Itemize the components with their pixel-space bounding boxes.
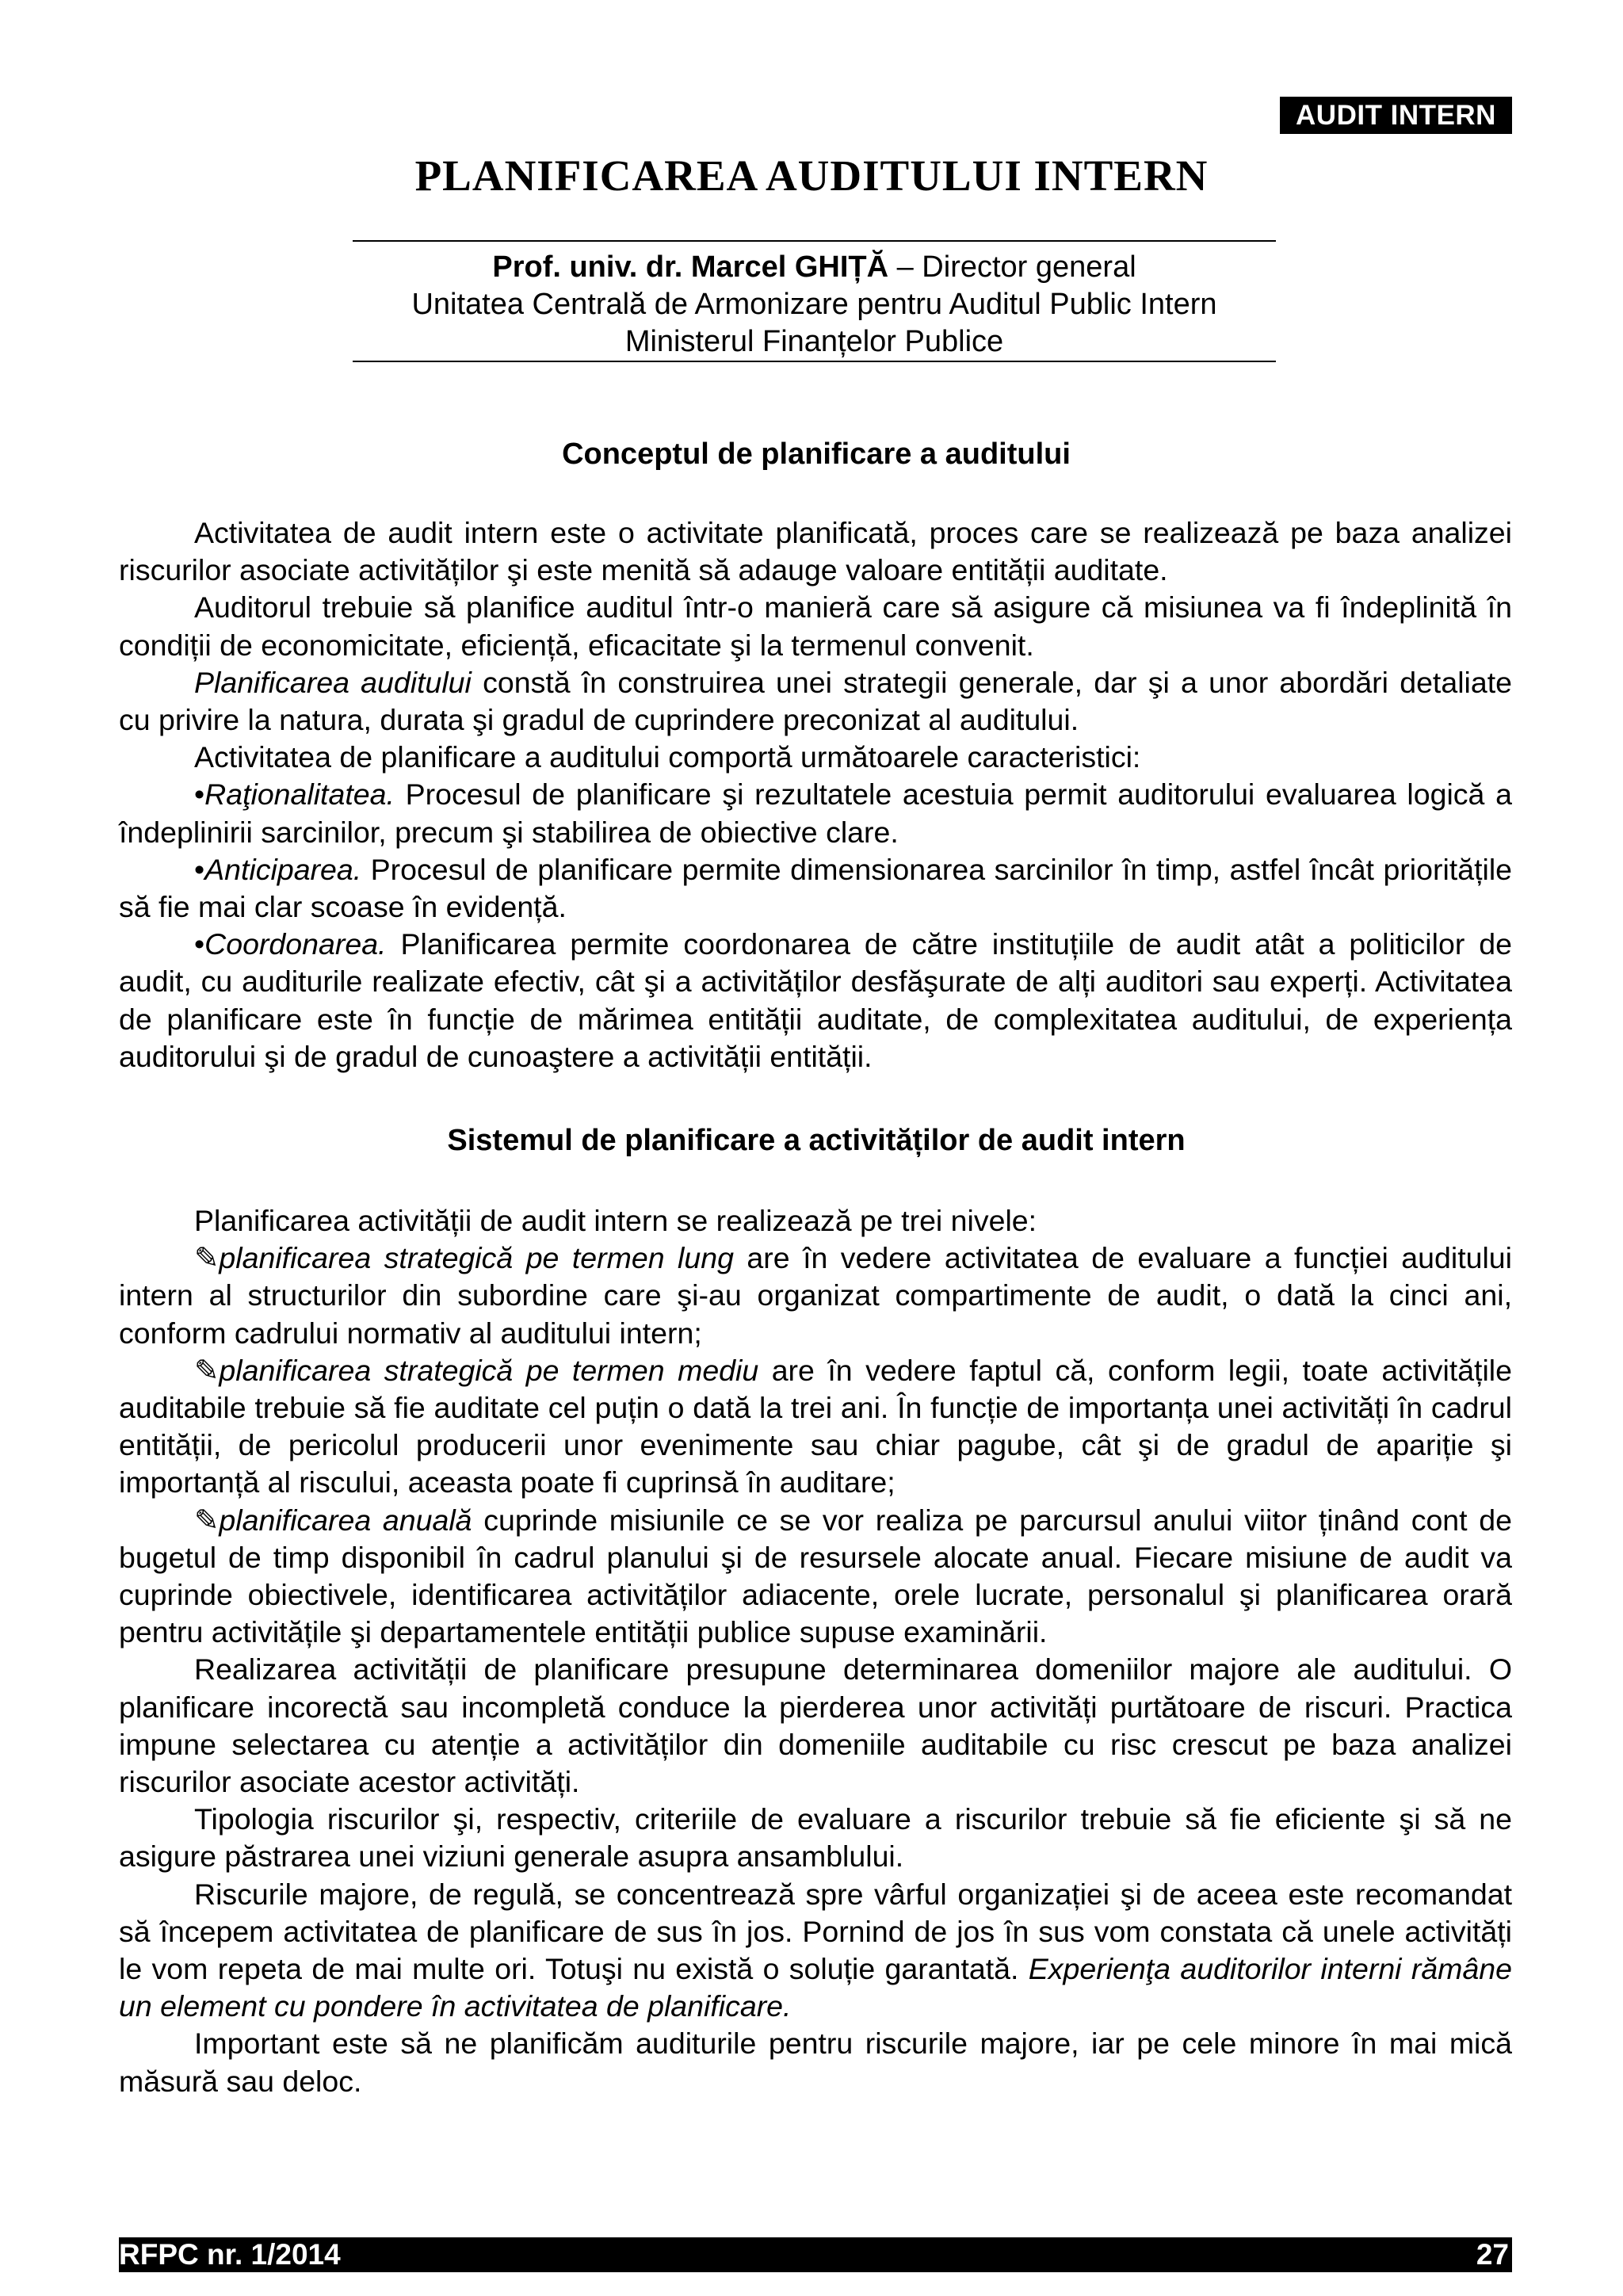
list-item-text: cuprinde misiunile ce se vor realiza pe parcursul anului viitor ținând cont de bugetul de timp disponibil în cadrul planului şi de resursele alocate anual. Fiecare misiune de audit va cuprinde obiectivele, identificarea activităților adiacente, orele lucrate, personalul şi planificarea orară pentru activitățile şi departamentele entității publice supuse examinării. bbox=[119, 1503, 1512, 1649]
list-item bbox=[119, 1240, 1512, 1352]
bullet-title: Anticiparea. bbox=[204, 852, 362, 886]
bullet-text: Procesul de planificare şi rezultatele acestuia permit auditorului evaluarea logică a îndeplinirii sarcinilor, precum şi stabilirea de obiective clare. bbox=[119, 777, 1512, 849]
page-footer bbox=[119, 2237, 1512, 2272]
list-item-text: are în vedere activitatea de evaluare a funcției auditului intern al structurilor din subordine care şi-au organizat compartimente de audit, o dată la cinci ani, conform cadrului normativ al auditului intern; bbox=[119, 1241, 1512, 1350]
section2-heading: Sistemul de planificare a activităților de audit intern bbox=[447, 1124, 1186, 1157]
paragraph-text: Riscurile majore, de regulă, se concentrează spre vârful organizației şi de aceea este recomandat să începem activitatea de planificare de sus în jos. Pornind de jos în sus vom constata că unele activități le vom repeta de mai multe ori. Totuşi nu există o soluție garantată. bbox=[119, 1877, 1512, 1986]
author-line bbox=[353, 249, 1276, 286]
bullet-icon: • bbox=[194, 927, 205, 961]
pencil-arrow-icon: ✎ bbox=[194, 1353, 220, 1387]
section2-body bbox=[119, 1202, 1512, 2100]
list-item-text: are în vedere faptul că, conform legii, toate activitățile auditabile trebuie să fie auditate cel puțin o dată la trei ani. În funcție de importanța unei activități în cadrul entității, de pericolul producerii unor evenimente sau chiar pagube, cât şi de gradul de apariție şi importanță al riscului, aceasta poate fi cuprinsă în auditare; bbox=[119, 1353, 1512, 1499]
section1-body bbox=[119, 514, 1512, 1075]
paragraph bbox=[119, 1876, 1512, 2026]
journal-reference: RFPC nr. 1/2014 bbox=[119, 2238, 341, 2271]
emphasis: Experienţa auditorilor interni rămâne un element cu pondere în activitatea de planificare. bbox=[119, 1952, 1512, 2023]
pencil-arrow-icon: ✎ bbox=[194, 1503, 220, 1537]
bullet-icon: • bbox=[194, 777, 205, 812]
page-number: 27 bbox=[1476, 2238, 1509, 2271]
section1-heading: Conceptul de planificare a auditului bbox=[562, 437, 1071, 471]
bullet-icon: • bbox=[194, 852, 205, 886]
list-item-title: planificarea strategică pe termen lung bbox=[219, 1241, 734, 1275]
paragraph bbox=[119, 664, 1512, 739]
bullet-text: Procesul de planificare permite dimensionarea sarcinilor în timp, astfel încât prioritățile să fie mai clar scoase în evidență. bbox=[119, 852, 1512, 924]
author-ministry: Ministerul Finanțelor Publice bbox=[624, 325, 1004, 358]
list-item-title: planificarea anuală bbox=[219, 1503, 472, 1537]
bullet-text: Planificarea permite coordonarea de către instituțiile de audit atât a politicilor de audit, cu auditurile realizate efectiv, cât şi a activităților desfăşurate de alți auditori sau experți. Activitatea de planificare este în funcție de mărimea entității auditate, de complexitatea auditului, de experiența auditorului şi de gradul de cunoaştere a activității entității. bbox=[119, 927, 1512, 1073]
paragraph: Tipologia riscurilor şi, respectiv, criteriile de evaluare a riscurilor trebuie să fie eficiente şi să ne asigure păstrarea unei viziuni generale asupra ansamblului. bbox=[119, 1802, 1512, 1874]
article-title: PLANIFICAREA AUDITULUI INTERN bbox=[414, 151, 1209, 200]
paragraph: Auditorul trebuie să planifice auditul într-o manieră care să asigure că misiunea va fi îndeplinită în condiții de economicitate, eficiență, eficacitate şi la termenul convenit. bbox=[119, 590, 1512, 662]
paragraph: Important este să ne planificăm auditurile pentru riscurile majore, iar pe cele minore în mai mică măsură sau deloc. bbox=[119, 2027, 1512, 2098]
paragraph-text: constă în construirea unei strategii generale, dar şi a unor abordări detaliate cu privire la natura, durata şi gradul de cuprindere preconizat al auditului. bbox=[119, 665, 1513, 737]
author-name: Prof. univ. dr. Marcel GHIȚĂ bbox=[492, 250, 889, 284]
list-item bbox=[119, 1502, 1512, 1652]
author-box bbox=[353, 240, 1276, 362]
bullet-title: Coordonarea. bbox=[204, 927, 387, 961]
paragraph: Realizarea activității de planificare presupune determinarea domeniilor majore ale auditului. O planificare incorectă sau incompletă conduce la pierderea unor activități purtătoare de riscuri. Practica impune selectarea cu atenție a activităților din domeniile auditabile cu risc crescut pe baza analizei riscurilor asociate acestor activități. bbox=[119, 1652, 1512, 1799]
paragraph: Activitatea de audit intern este o activitate planificată, proces care se realizează pe baza analizei riscurilor asociate activităților şi este menită să adauge valoare entității auditate. bbox=[119, 516, 1512, 587]
paragraph: Planificarea activității de audit intern se realizează pe trei nivele: bbox=[194, 1204, 1037, 1237]
section-tag: AUDIT INTERN bbox=[1280, 97, 1512, 134]
bullet-item bbox=[119, 926, 1512, 1075]
bullet-item bbox=[119, 776, 1512, 850]
paragraph: Activitatea de planificare a auditului comportă următoarele caracteristici: bbox=[194, 740, 1141, 774]
bullet-title: Raţionalitatea. bbox=[204, 777, 395, 812]
author-role: – Director general bbox=[888, 250, 1136, 284]
pencil-arrow-icon: ✎ bbox=[194, 1241, 220, 1275]
bullet-item bbox=[119, 851, 1512, 926]
list-item bbox=[119, 1352, 1512, 1502]
emphasis: Planificarea auditului bbox=[194, 665, 472, 699]
author-institution: Unitatea Centrală de Armonizare pentru Auditul Public Intern bbox=[411, 288, 1217, 321]
list-item-title: planificarea strategică pe termen mediu bbox=[219, 1353, 759, 1387]
